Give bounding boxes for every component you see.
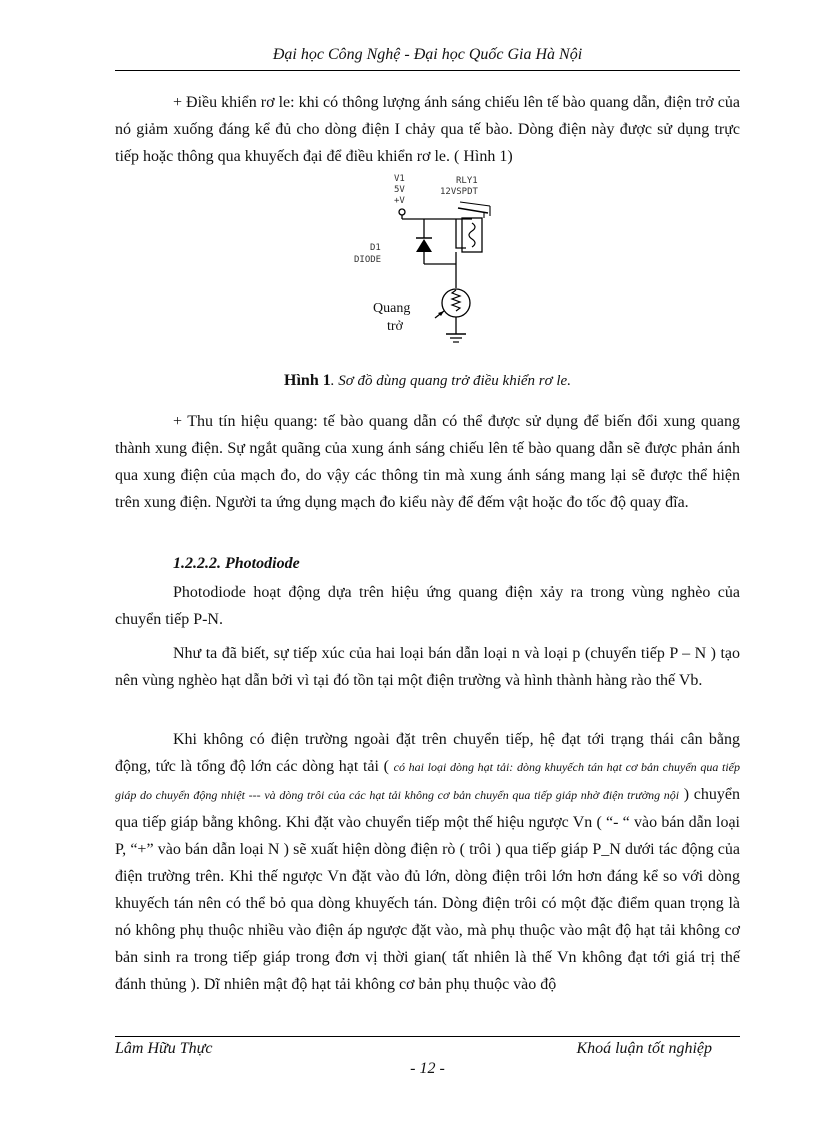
paragraph-equilibrium-note: có hai loại dòng hạt tải: dòng khuyếch tán hạt cơ bản chuyển qua tiếp giáp do chuyển động nhiệt --- và dòng trôi của các hạt tải không cơ bản chuyển qua tiếp giáp nhờ điện trường nội: [115, 760, 740, 802]
footer-author: Lâm Hữu Thực: [115, 1040, 213, 1057]
paragraph-pn-junction: Như ta đã biết, sự tiếp xúc của hai loại bán dẫn loại n và loại p (chuyển tiếp P – N ) tạo nên vùng nghèo hạt dẫn bởi vì tại đó tồn tại một điện trường và hình thành hàng rào thế Vb.: [115, 645, 740, 689]
v1-plus: +V: [394, 196, 405, 206]
paragraph-equilibrium-part1: Khi không có điện trường ngoài đặt trên chuyển tiếp, hệ đạt tới trạng thái cân bằng động, tức là tổng độ lớn các dòng hạt tải (: [115, 731, 740, 775]
circuit-diagram: [340, 172, 500, 358]
paragraph-equilibrium-part2: ) chuyển qua tiếp giáp bằng không. Khi đặt vào chuyển tiếp một thế hiệu ngược Vn ( “- “ vào bán dẫn loại P, “+” vào bán dẫn loại N ) sẽ xuất hiện dòng điện rò ( trôi ) qua tiếp giáp P_N dưới tác động của điện trường trên. Khi thế ngược Vn đặt vào đủ lớn, dòng điện trôi lớn hơn đáng kể so với dòng khuyếch tán nên có thể bỏ qua dòng khuyếch tán. Dòng điện trôi có một đặc điểm quan trọng là nó không phụ thuộc nhiều vào điện áp ngược đặt vào, mà phụ thuộc vào mật độ hạt tải không cơ bản sinh ra trong tiếp giáp trong đơn vị thời gian( tất nhiên là thế Vn không đạt tới giá trị thế đánh thủng ). Dĩ nhiên mật độ hạt tải không cơ bản phụ thuộc vào độ: [115, 786, 741, 993]
paragraph-relay-control: + Điều khiển rơ le: khi có thông lượng ánh sáng chiếu lên tế bào quang dẫn, điện trở của nó giảm xuống đáng kể đủ cho dòng điện I chảy qua tế bào. Dòng điện này được sử dụng trực tiếp hoặc thông qua khuyếch đại để điều khiển rơ le. ( Hình 1): [115, 94, 740, 165]
figure-caption: [115, 372, 740, 390]
footer-doc-type: Khoá luận tốt nghiệp: [576, 1040, 712, 1057]
relay-value: 12VSPDT: [440, 187, 478, 197]
supply-terminal-icon: [399, 209, 472, 238]
v1-label: V1: [394, 174, 405, 184]
paragraph-equilibrium: [115, 726, 740, 998]
ldr-label-line2: trở: [387, 319, 403, 334]
header-rule: [115, 70, 740, 71]
paragraph-optical-signal: + Thu tín hiệu quang: tế bào quang dẫn có thể được sử dụng để biến đổi xung quang thành xung điện. Sự ngắt quãng của xung ánh sáng chiếu lên tế bào quang dẫn sẽ được phản ánh qua xung điện của mạch đo, do vậy các thông tin mà xung ánh sáng mang lại sẽ được thể hiện trên xung điện. Người ta ứng dụng mạch đo kiểu này để đếm vật hoặc đo tốc độ quay đĩa.: [115, 413, 740, 511]
figure-caption-text: . Sơ đồ dùng quang trở điều khiển rơ le.: [330, 373, 571, 389]
relay-icon: [456, 202, 490, 264]
section-heading: 1.2.2.2. Photodiode: [173, 555, 300, 572]
ldr-label-line1: Quang: [373, 301, 411, 316]
footer-page-number: - 12 -: [410, 1060, 445, 1077]
v1-value: 5V: [394, 185, 405, 195]
photoresistor-icon: [435, 264, 470, 334]
diode-label: D1: [370, 243, 381, 253]
diode-value: DIODE: [354, 255, 382, 265]
figure-caption-label: Hình 1: [284, 372, 331, 389]
page-header-title: Đại học Công Nghệ - Đại học Quốc Gia Hà Nội: [272, 46, 583, 63]
diode-icon: [416, 238, 456, 264]
circuit-figure: [340, 172, 500, 358]
footer-rule: [115, 1036, 740, 1037]
ground-icon: [446, 334, 466, 342]
relay-label: RLY1: [456, 176, 478, 186]
paragraph-photodiode-intro: Photodiode hoạt động dựa trên hiệu ứng quang điện xảy ra trong vùng nghèo của chuyển tiếp P-N.: [115, 584, 740, 628]
